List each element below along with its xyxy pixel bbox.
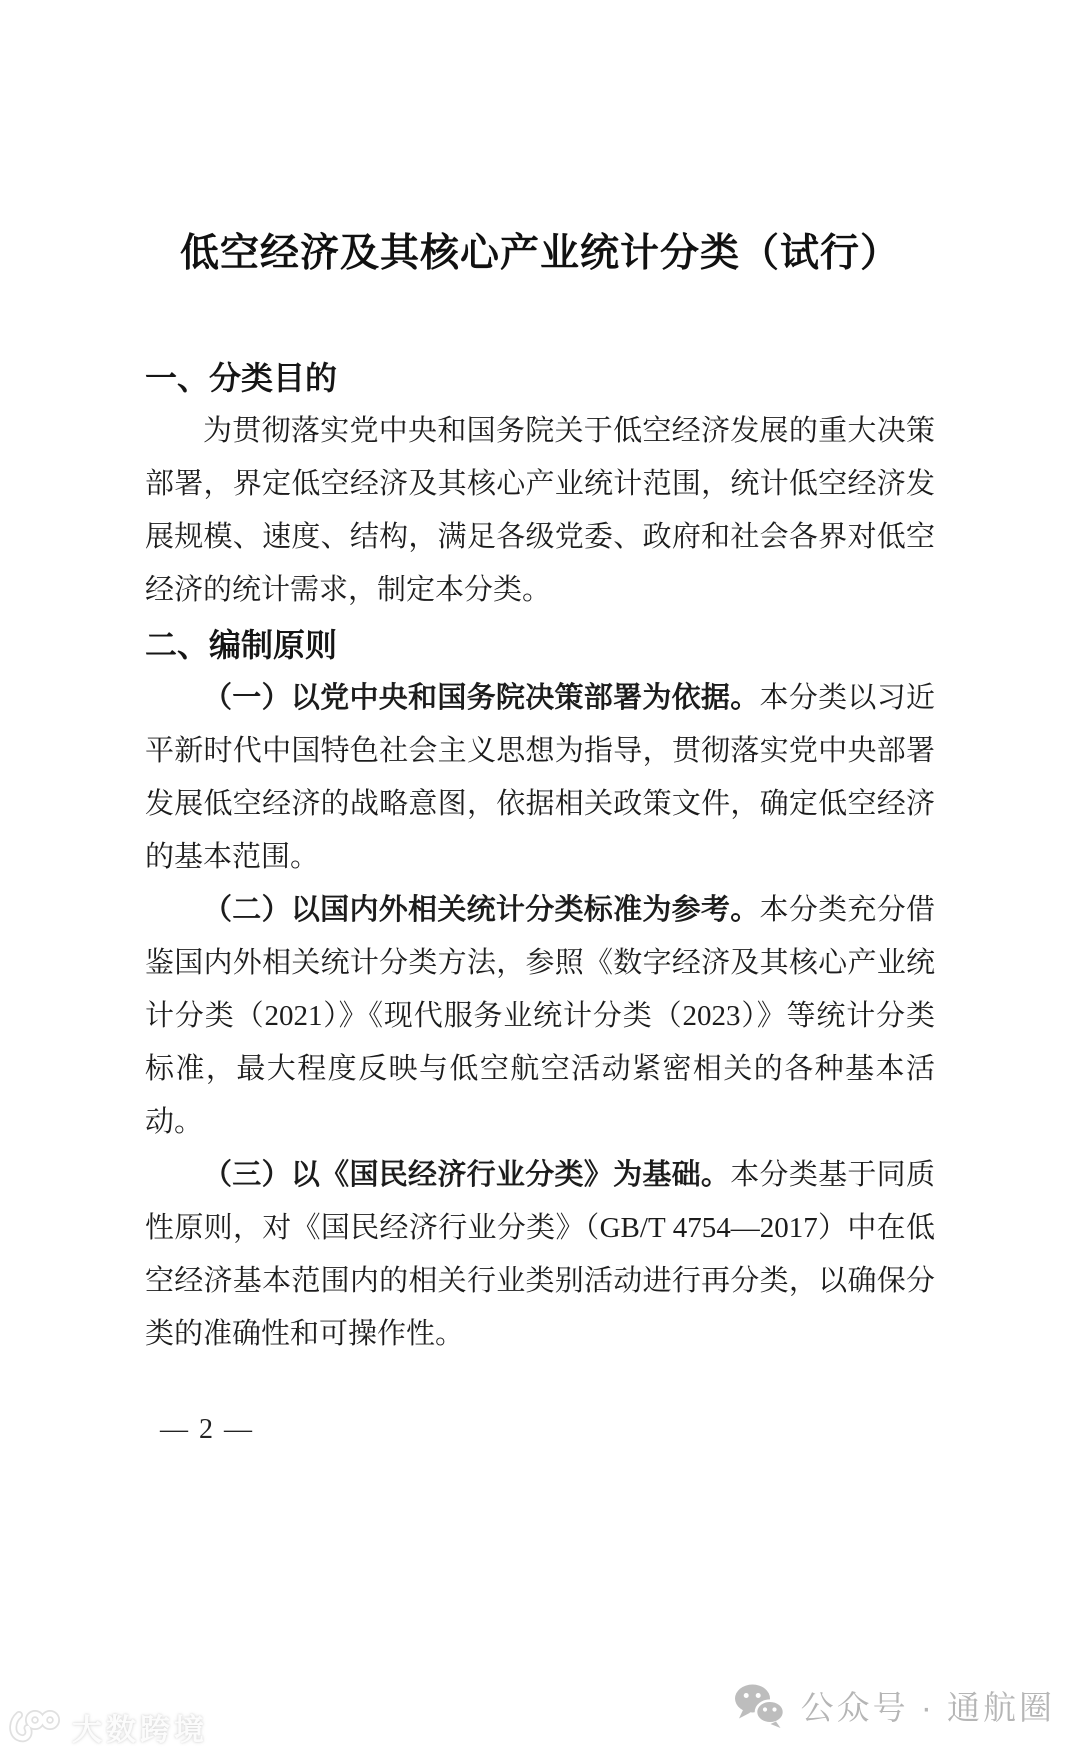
brand-watermark-label: 大数跨境	[72, 1714, 208, 1747]
document-title: 低空经济及其核心产业统计分类（试行）	[179, 232, 900, 275]
paragraph-principle-1	[145, 672, 935, 884]
paragraph-purpose	[145, 405, 935, 617]
paragraph-lead: （一）以党中央和国务院决策部署为依据。	[203, 682, 760, 714]
paragraph-text: 本分类基于同质性原则，对《国民经济行业分类》（GB/T 4754—2017）中在低空经济基本范围内的相关行业类别活动进行再分类，以确保分类的准确性和可操作性。	[145, 1159, 935, 1350]
paragraph-principle-2	[145, 884, 935, 1149]
paragraph-text: 本分类以习近平新时代中国特色社会主义思想为指导，贯彻落实党中央部署发展低空经济的战略意图，依据相关政策文件，确定低空经济的基本范围。	[145, 682, 935, 873]
paragraph-principle-3	[145, 1149, 935, 1361]
section-heading-2: 二、编制原则	[145, 627, 338, 663]
brand-watermark	[8, 1705, 208, 1749]
wechat-watermark	[733, 1682, 1055, 1729]
paragraph-text: 为贯彻落实党中央和国务院关于低空经济发展的重大决策部署，界定低空经济及其核心产业统计范围，统计低空经济发展规模、速度、结构，满足各级党委、政府和社会各界对低空经济的统计需求，制定本分类。	[145, 415, 935, 606]
wechat-watermark-label: 公众号 · 通航圈	[800, 1689, 1055, 1726]
paragraph-lead: （二）以国内外相关统计分类标准为参考。	[203, 894, 760, 926]
paragraph-lead: （三）以《国民经济行业分类》为基础。	[203, 1159, 731, 1191]
wechat-icon	[733, 1683, 785, 1729]
brand-logo-icon	[8, 1708, 62, 1746]
paragraph-text: 本分类充分借鉴国内外相关统计分类方法，参照《数字经济及其核心产业统计分类（2021）》《现代服务业统计分类（2023）》等统计分类标准，最大程度反映与低空航空活动紧密相关的各种基本活动。	[145, 894, 935, 1138]
page-number: — 2 —	[160, 1414, 254, 1445]
section-heading-1: 一、分类目的	[145, 360, 338, 396]
document-page	[0, 226, 1080, 1445]
